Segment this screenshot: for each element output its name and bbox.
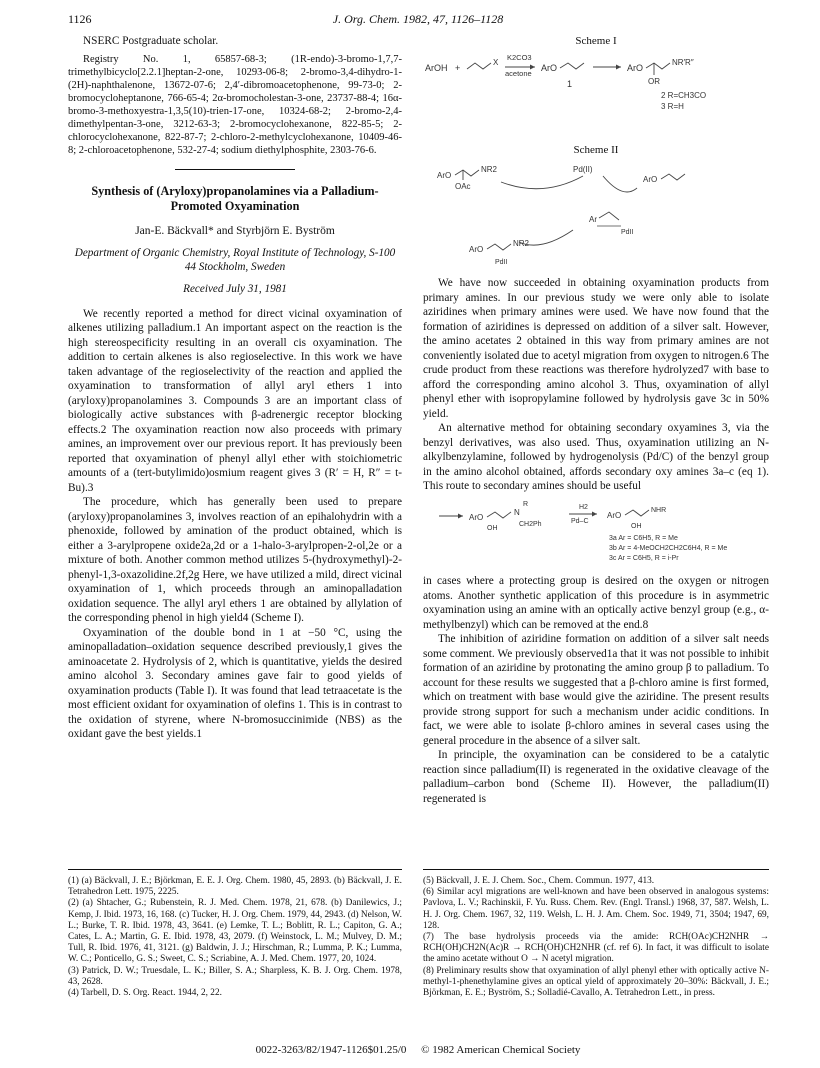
reagent-bottom: acetone bbox=[505, 68, 532, 78]
cycle-arrow-right bbox=[603, 176, 637, 192]
body-paragraph: We have now succeeded in obtaining oxyamination products from primary amines. In our previous study we were only able to isolate aziridines when primary amines were used. We have now found that the formation of aziridines is depressed on addition of a silver salt. However, the amino acetates 2 obtained in this way from primary amines are not conveniently isolated due to acetyl migration from oxygen to nitrogen.6 The crude product from these reactions was therefore hydrolyzed7 with base to afford the corresponding amino alcohol 3. Thus, oxyamination of allyl phenyl ether with isopropylamine followed by hydrolysis gave 3c in 50% yield. bbox=[423, 277, 769, 420]
footnote: (2) (a) Shtacher, G.; Rubenstein, R. J. Med. Chem. 1978, 21, 678. (b) Danilewics, J.; Kemp, J. Ibid. 1973, 16, 168. (c) Tucker, H. J. Org. Chem. 1979, 44, 2943. (d) Nelson, W. L.; Burke, T. R. Ibid. 1978, 43, 3641. (e) Lemke, T. L.; Boblitt, R. L.; Capiton, G. A.; Cates, L. A.; Martin, G. E. Ibid. 1978, 43, 2079. (f) Weinstock, L. M.; Mulvey, D. M.; Tull, R. Ibid. 1976, 41, 3121. (g) Baldwin, J. J.; Hirschman, R.; Lumma, P. K.; Lumma, W. C.; Ponticello, G. S.; Sweet, C. S.; Scriabine, A. J. Med. Chem. 1977, 20, 1024. bbox=[68, 898, 402, 965]
plus-sign: + bbox=[455, 62, 461, 73]
journal-reference: J. Org. Chem. 1982, 47, 1126–1128 bbox=[332, 12, 504, 26]
eq-compound-3b: 3b Ar = 4-MeOCH2CH2C6H4, R = Me bbox=[609, 544, 728, 552]
body-paragraph: We recently reported a method for direct vicinal oxyamination of alkenes utilizing palladium.1 An important aspect on the reaction is the high stereospecificity resulting in an overall cis oxyamination. The addition to certain alkenes is also regioselective. In this work we have taken advantage of the regioselectivity of the reaction and applied the oxyamination to transformation of allyl aryl ethers 1 into (aryloxy)propanolamines 3. Compounds 3 are an important class of biologically active substances with β-adrenergic receptor blocking effects.2 The oxyamination reaction now also proceeds with primary amines, an improvement over our previous report. It has previously been reported that oxyamination of phenyl allyl ether with stoichiometric amounts of a (tert-butylimido)osmium reagent gives 3 (R′ = H, R″ = t-Bu).3 bbox=[68, 307, 402, 494]
scheme-1-diagram bbox=[423, 51, 769, 135]
pd-ii-label: Pd(II) bbox=[573, 164, 593, 174]
compound-1-label: 1 bbox=[567, 78, 573, 89]
amine-label: NR′R″ bbox=[672, 57, 694, 67]
arylol-label: ArOH bbox=[425, 62, 448, 73]
body-paragraph: in cases where a protecting group is desired on the oxygen or nitrogen atoms. Another synthetic application of this procedure is in asymmetric oxyamination using an amine with an optically active benzyl group (e.g., α-methylbenzyl) which can be removed at the end.8 bbox=[423, 575, 769, 631]
equation-1-diagram bbox=[423, 500, 769, 562]
compound-2-label: 2 R=CH3CO bbox=[661, 90, 707, 100]
eq-product-aryl: ArO bbox=[607, 510, 622, 520]
pd-ii-label-3: PdII bbox=[495, 258, 508, 266]
eq-oh-label: OH bbox=[487, 524, 498, 532]
propyl-bond bbox=[646, 63, 670, 69]
reagent-top: K2CO3 bbox=[507, 52, 532, 62]
eq-nhr-label: NHR bbox=[651, 506, 667, 514]
section-divider bbox=[175, 169, 295, 170]
body-paragraph: In principle, the oxyamination can be considered to be a catalytic reaction since palladium(II) is regenerated in the oxidative cleavage of the palladium–carbon bond (Scheme II). However, the palladium(II) regenerated is bbox=[423, 749, 769, 805]
aryl-ether-label: ArO bbox=[541, 62, 558, 73]
arrow-head-2 bbox=[616, 64, 621, 69]
eq-product-bond bbox=[625, 510, 649, 516]
page-number: 1126 bbox=[68, 12, 92, 26]
pd-ii-label-2: PdII bbox=[621, 228, 634, 236]
body-paragraph: An alternative method for obtaining secondary oxyamines 3, via the benzyl derivatives, was also used. Thus, oxyamination utilizing an N-alkylbenzylamine, followed by hydrogenolysis (Pd/C) of the benzyl group in the amino alcohol obtained, affords secondary oxy amines 3a–c (eq 1). This route to secondary amines should be useful bbox=[423, 422, 769, 492]
or-label: OR bbox=[648, 76, 660, 86]
footnote: (1) (a) Bäckvall, J. E.; Björkman, E. E. J. Org. Chem. 1980, 45, 2893. (b) Bäckvall, J. E. Tetrahedron Lett. 1975, 2225. bbox=[68, 876, 402, 898]
article-code: 0022-3263/82/1947-1126$01.25/0 bbox=[255, 1044, 407, 1056]
body-paragraph: Oxyamination of the double bond in 1 at −50 °C, using the aminopalladation–oxidation sequence described previously,1 gives the aminoacetate 2. Hydrolysis of 2, which is quantitative, yields the desired amino alcohol 3. Secondary amines gave fair to good yields of oxyamination products (Table I). It was found that lead tetraacetate is the most efficient oxidant for oxyamination of olefins 1. This is in contrast to the oxidation of styrene, where N-bromosuccinimide (NBS) as the oxidant gave the best yields.1 bbox=[68, 626, 402, 740]
received-date: Received July 31, 1981 bbox=[183, 283, 287, 295]
eq-n-label: N bbox=[514, 507, 520, 517]
allyl-halide-bond bbox=[467, 63, 491, 69]
body-paragraph: The procedure, which has generally been used to prepare (aryloxy)propanolamines 3, involves reaction of an epihalohydrin with a phenoxide, followed by amination of the product obtained, which is either a 3-arylpropene oxide2a,2d or a 1-halo-3-arylpropen-2-ol,2e or a mixture of both. Another common method utilizes 5-(hydroxymethyl)-2-phenyl-1,3-oxazolidine.2f,2g Here, we have utilized a mild, direct vicinal oxyamination of 1, which proceeds through an aminopalladation oxidation sequence. The allyl aryl ethers 1 are obtained by allylation of the corresponding phenol in high yield4 (Scheme I). bbox=[68, 496, 402, 624]
footnote: (6) Similar acyl migrations are well-known and have been observed in analogous systems: Pavlova, L. V.; Rachinskii, F. Yu. Russ. Chem. Rev. (Engl. Transl.) 1968, 37, 587. Welsh, L. H. J. Org. Chem. 1967, 32, 119. Welsh, L. H. J. Am. Chem. Soc. 1949, 71, 3504; 1947, 69, 128. bbox=[423, 887, 769, 931]
bond bbox=[455, 170, 479, 176]
footnote: (3) Patrick, D. W.; Truesdale, L. K.; Biller, S. A.; Sharpless, K. B. J. Org. Chem. 1978, 43, 2628. bbox=[68, 965, 402, 987]
nr2-label-2: NR2 bbox=[513, 238, 530, 248]
right-column bbox=[423, 34, 769, 806]
eq-bond bbox=[487, 512, 511, 518]
eq-ch2ph-label: CH2Ph bbox=[519, 520, 542, 528]
pd-complex-bond bbox=[599, 212, 619, 220]
footnote: (7) The base hydrolysis proceeds via the amide: RCH(OAc)CH2NHR → RCH(OH)CH2N(Ac)R → RCH(OH)CH2NHR (cf. ref 6). In fact, it was difficult to isolate the amino acetate without O → N acetyl migration. bbox=[423, 932, 769, 965]
compound-3-label: 3 R=H bbox=[661, 101, 684, 111]
aryl-label: Ar bbox=[589, 214, 597, 224]
footnote: (8) Preliminary results show that oxyamination of allyl phenyl ether with optically active N-methyl-1-phenethylamine gives an optical yield of approximately 20–30%: Bäckvall, J. E.; Björkman, E. E.; Byström, S.; Solladié-Cavallo, A. Tetrahedron Lett., in press. bbox=[423, 965, 769, 999]
carryover-text: NSERC Postgraduate scholar. bbox=[83, 35, 219, 47]
eq-compound-3c: 3c Ar = C6H5, R = i-Pr bbox=[609, 554, 679, 562]
scheme-2-title: Scheme II bbox=[573, 144, 619, 156]
scheme-1-title: Scheme I bbox=[575, 35, 617, 47]
eq-r-label: R bbox=[523, 500, 529, 508]
footnote-rule-right bbox=[423, 869, 769, 870]
oac-label: OAc bbox=[455, 181, 471, 191]
eq-aryl-ether: ArO bbox=[469, 512, 484, 522]
eq-reagent-top: H2 bbox=[579, 503, 588, 511]
allyl-bond bbox=[661, 174, 685, 180]
page-header bbox=[68, 12, 768, 32]
scheme-2-diagram bbox=[423, 160, 769, 268]
bond-2 bbox=[487, 244, 511, 250]
copyright-notice: © 1982 American Chemical Society bbox=[421, 1044, 581, 1056]
article-title: Synthesis of (Aryloxy)propanolamines via a Palladium-Promoted Oxyamination bbox=[91, 183, 379, 213]
aryl-ether-label-3: ArO bbox=[469, 244, 484, 254]
aryl-ether-label: ArO bbox=[437, 170, 452, 180]
eq-arrow-head-1 bbox=[458, 513, 463, 518]
eq-compound-3a: 3a Ar = C6H5, R = Me bbox=[609, 534, 678, 542]
allyl-bond bbox=[560, 63, 584, 69]
eq-arrow-head-2 bbox=[592, 511, 597, 516]
footnote-rule-left bbox=[68, 869, 402, 870]
cycle-arrow-top bbox=[501, 176, 583, 189]
aryl-ether-label-2: ArO bbox=[627, 62, 644, 73]
footnote: (4) Tarbell, D. S. Org. React. 1944, 2, 22. bbox=[68, 988, 222, 999]
eq-oh-label-2: OH bbox=[631, 522, 642, 530]
left-column bbox=[68, 34, 402, 742]
body-paragraph: The inhibition of aziridine formation on addition of a silver salt needs some comment. We previously observed1a that it was not possible to inhibit formation of an aziridine by protonating the amino group β to palladium. To account for these results we suggested that a β-chloro amine is first formed, which on treatment with base would give the aziridine. The present results provide strong support for such a mechanism under acidic conditions. In fact, we were able to isolate β-chloro amines in several cases using the general procedure in the absence of a silver salt. bbox=[423, 633, 769, 747]
footnote: (5) Bäckvall, J. E. J. Chem. Soc., Chem. Commun. 1977, 413. bbox=[423, 876, 655, 886]
halide-label: X bbox=[493, 57, 499, 67]
article-authors: Jan-E. Bäckvall* and Styrbjörn E. Byström bbox=[135, 224, 335, 237]
eq-reagent-bottom: Pd–C bbox=[571, 517, 589, 525]
article-affiliation: Department of Organic Chemistry, Royal Institute of Technology, S-100 44 Stockholm, Sweden bbox=[74, 247, 396, 273]
footnotes-left bbox=[68, 876, 402, 999]
footnotes-right bbox=[423, 876, 769, 999]
aryl-ether-label-2: ArO bbox=[643, 174, 658, 184]
registry-numbers: Registry No. 1, 65857-68-3; (1R-endo)-3-bromo-1,7,7-trimethylbicyclo[2.2.1]heptan-2-one, 10293-06-8; 2-bromo-3,4-dihydro-1-(2H)-naphthalenone, 13672-07-6; 2,4′-dibromoacetophenone, 99-73-0; 2-bromocycloheptanone, 766-65-4; 2α-bromocholestan-3-one, 23737-88-4; 16α-bromo-3-methoxyestra-1,3,5(10)-trien-17-one, 10324-68-2; 2-bromo-2,4-dimethylpentan-3-one, 3212-63-3; 2-bromocyclohexanone, 822-85-5; 2-chlorocyclohexanone, 822-87-7; 2-chloro-2-methylcyclohexanone, 10409-46-8; 2-chloroacetophenone, 532-27-4; sodium diethylphosphite, 2303-76-6. bbox=[68, 53, 402, 156]
nr2-label: NR2 bbox=[481, 164, 498, 174]
page-footer bbox=[68, 1044, 768, 1056]
